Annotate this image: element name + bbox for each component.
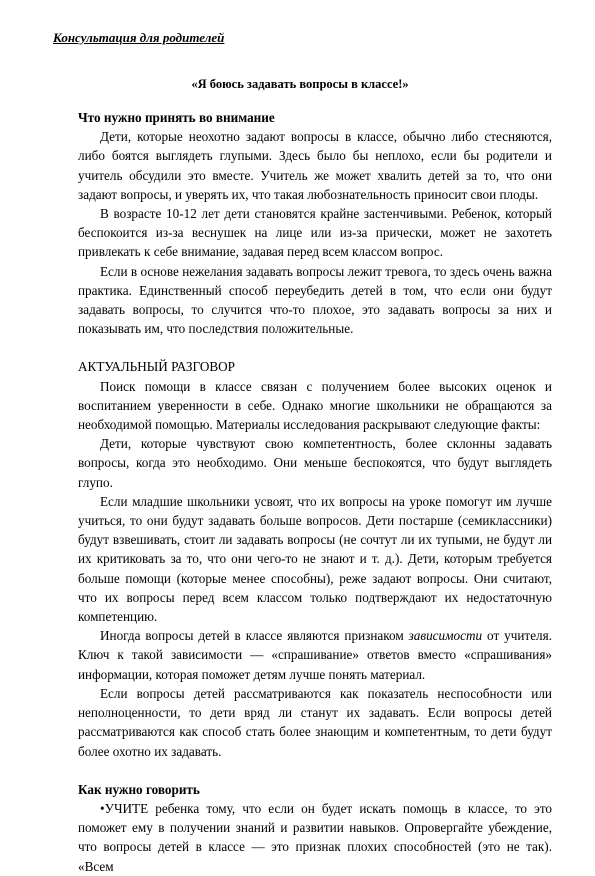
paragraph: Если в основе нежелания задавать вопросы лежит тревога, то здесь очень важна практика. Единственный способ переубедить детей в том, что если они будут задавать вопросы, то случится что-то плохое, это задавать вопросы за них и показывать им, что последствия положительные. bbox=[78, 263, 552, 337]
section-heading-considerations: Что нужно принять во внимание bbox=[78, 110, 275, 125]
paragraph: В возрасте 10-12 лет дети становятся крайне застенчивыми. Ребенок, который беспокоится из-за веснушек на лице или из-за прически, может не захотеть привлекать к себе внимание, задавая перед всем классом вопрос. bbox=[78, 206, 552, 260]
document-title: «Я боюсь задавать вопросы в классе!» bbox=[191, 77, 409, 91]
paragraph: Если младшие школьники усвоят, что их вопросы на уроке помогут им лучше учиться, то они будут задавать больше вопросов. Дети постарше (семиклассники) будут взвешивать, стоит ли задавать вопросы (не сочтут ли их тупыми, не будут ли их критиковать за то, что они чего-то не знают и т. д.). Дети, которым требуется больше помощи (которые менее способны), реже задают вопросы. Они считают, что их вопросы перед всем классом только подтверждают их недостаточную компетенцию. bbox=[78, 493, 552, 625]
paragraph: Поиск помощи в классе связан с получением более высоких оценок и воспитанием уверенности в себе. Однако многие школьники не обращаются за необходимой помощью. Материалы исследования раскрывают следующие факты: bbox=[78, 378, 552, 433]
paragraph: Дети, которые неохотно задают вопросы в классе, обычно либо стесняются, либо боятся выглядеть глупыми. Здесь было бы неплохо, если бы родители и учитель обсудили это вместе. Учитель же может хвалить детей за то, что они задают вопросы, и уверять их, что такая любознательность приносит свои плоды. bbox=[78, 129, 552, 202]
paragraph-text: от учителя. Ключ к такой зависимости — «спрашивание» ответов вместо «спрашивания» информации, которая поможет детям лучше понять материал. bbox=[78, 628, 552, 682]
paragraph-dependency bbox=[78, 626, 552, 684]
paragraph: Если вопросы детей рассматриваются как показатель неспособности или неполноценности, то дети вряд ли станут их задавать. Если вопросы детей рассматриваются как способ стать более знающим и компетентным, то дети будут более охотно их задавать. bbox=[78, 685, 552, 759]
paragraph: •УЧИТЕ ребенка тому, что если он будет искать помощь в классе, то это поможет ему в получении знаний и развитии навыков. Опровергайте убеждение, что вопросы детей в классе — это признак плохих способностей (это не так). «Всем bbox=[78, 800, 552, 874]
document-body bbox=[78, 108, 552, 876]
section-heading-how-to-talk: Как нужно говорить bbox=[78, 781, 200, 797]
consultation-label: Консультация для родителей bbox=[53, 30, 225, 45]
paragraph: Дети, которые чувствуют свою компетентность, более склонны задавать вопросы, когда это необходимо. Они меньше беспокоятся, что будут выглядеть глупо. bbox=[78, 436, 552, 490]
paragraph-text: Иногда вопросы детей в классе являются признаком bbox=[100, 628, 409, 644]
emphasis-dependency: зависимости bbox=[408, 628, 483, 644]
section-heading-actual-talk: АКТУАЛЬНЫЙ РАЗГОВОР bbox=[78, 359, 235, 375]
